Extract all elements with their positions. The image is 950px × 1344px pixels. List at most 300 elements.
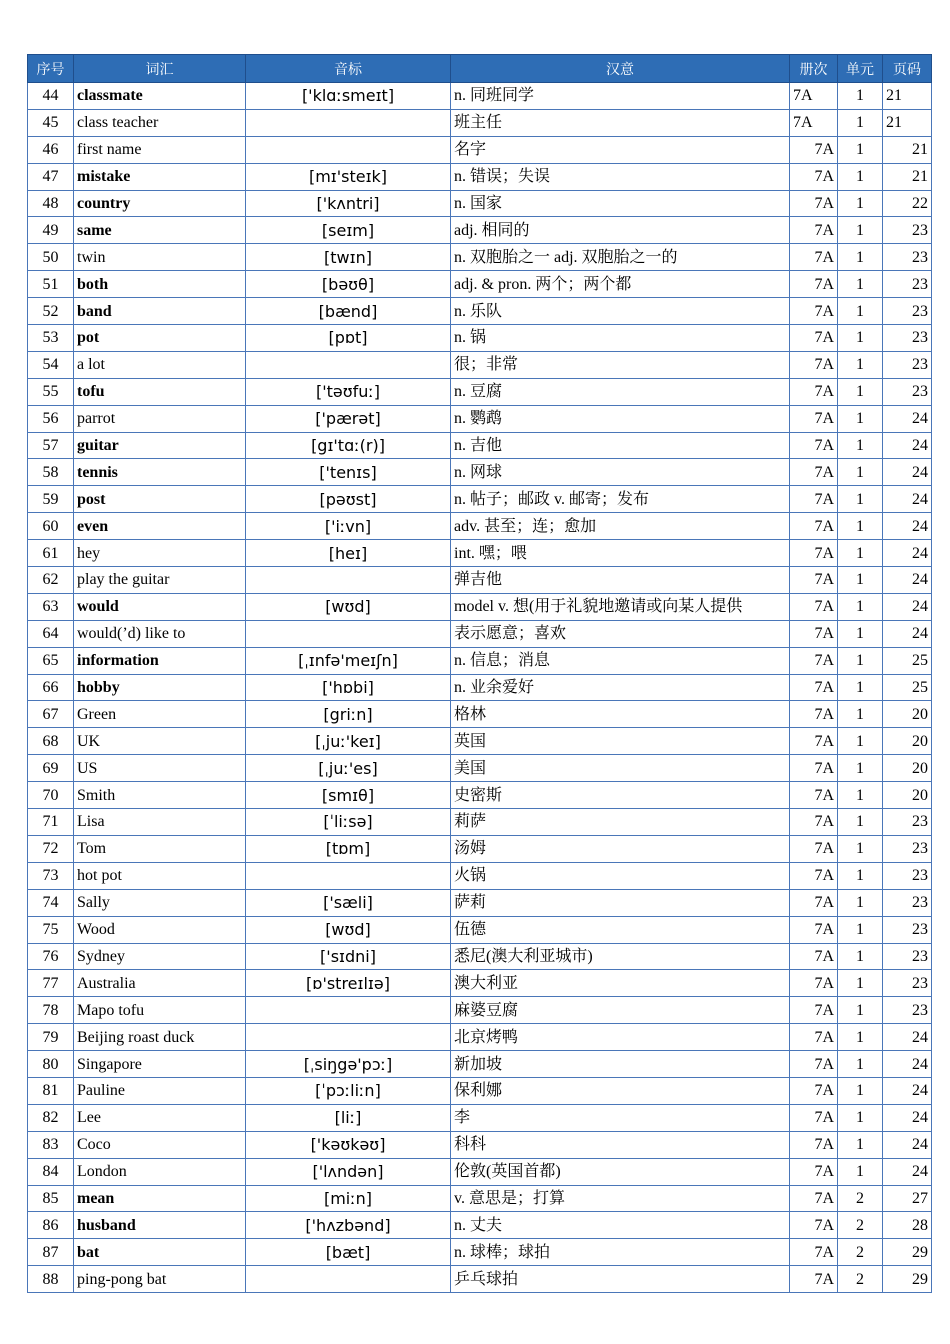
cell-book: 7A <box>790 593 838 620</box>
cell-book: 7A <box>790 1051 838 1078</box>
cell-book: 7A <box>790 83 838 110</box>
cell-meaning: int. 嘿；喂 <box>451 540 790 567</box>
cell-unit: 1 <box>838 862 883 889</box>
table-row <box>28 647 932 674</box>
cell-page: 23 <box>883 916 932 943</box>
cell-page: 24 <box>883 1104 932 1131</box>
cell-word: ping-pong bat <box>74 1266 246 1293</box>
table-row <box>28 1158 932 1185</box>
cell-book: 7A <box>790 674 838 701</box>
cell-book: 7A <box>790 244 838 271</box>
cell-unit: 1 <box>838 83 883 110</box>
cell-phonetic: [wʊd] <box>246 916 451 943</box>
table-row <box>28 163 932 190</box>
cell-meaning: n. 乐队 <box>451 298 790 325</box>
cell-index: 87 <box>28 1239 74 1266</box>
cell-book: 7A <box>790 1104 838 1131</box>
cell-index: 74 <box>28 889 74 916</box>
table-row <box>28 728 932 755</box>
cell-phonetic: [bəʊθ] <box>246 271 451 298</box>
cell-index: 82 <box>28 1104 74 1131</box>
cell-page: 23 <box>883 970 932 997</box>
cell-unit: 1 <box>838 351 883 378</box>
cell-index: 57 <box>28 432 74 459</box>
cell-page: 24 <box>883 1077 932 1104</box>
cell-index: 71 <box>28 809 74 836</box>
cell-index: 49 <box>28 217 74 244</box>
table-row <box>28 432 932 459</box>
header-index: 序号 <box>28 55 74 83</box>
cell-meaning: 科科 <box>451 1131 790 1158</box>
cell-word: Beijing roast duck <box>74 1024 246 1051</box>
cell-index: 50 <box>28 244 74 271</box>
header-book: 册次 <box>790 55 838 83</box>
cell-index: 63 <box>28 593 74 620</box>
header-word: 词汇 <box>74 55 246 83</box>
cell-word: Wood <box>74 916 246 943</box>
cell-page: 24 <box>883 540 932 567</box>
table-row <box>28 298 932 325</box>
cell-unit: 1 <box>838 1051 883 1078</box>
cell-phonetic <box>246 567 451 594</box>
cell-unit: 1 <box>838 701 883 728</box>
cell-page: 21 <box>883 136 932 163</box>
table-row <box>28 136 932 163</box>
cell-page: 23 <box>883 862 932 889</box>
table-row <box>28 916 932 943</box>
cell-index: 88 <box>28 1266 74 1293</box>
cell-meaning: 新加坡 <box>451 1051 790 1078</box>
cell-phonetic: [wʊd] <box>246 593 451 620</box>
cell-index: 58 <box>28 459 74 486</box>
cell-phonetic: ['iːvn] <box>246 513 451 540</box>
table-row <box>28 620 932 647</box>
cell-phonetic: [seɪm] <box>246 217 451 244</box>
cell-word: mistake <box>74 163 246 190</box>
cell-page: 21 <box>883 109 932 136</box>
cell-meaning: v. 意思是；打算 <box>451 1185 790 1212</box>
cell-phonetic <box>246 997 451 1024</box>
cell-word: Singapore <box>74 1051 246 1078</box>
cell-phonetic: ['klɑːsmeɪt] <box>246 83 451 110</box>
cell-meaning: n. 双胞胎之一 adj. 双胞胎之一的 <box>451 244 790 271</box>
cell-page: 24 <box>883 1051 932 1078</box>
table-body <box>28 83 932 1293</box>
cell-book: 7A <box>790 513 838 540</box>
cell-page: 21 <box>883 163 932 190</box>
cell-word: Mapo tofu <box>74 997 246 1024</box>
table-row <box>28 513 932 540</box>
cell-index: 47 <box>28 163 74 190</box>
cell-word: US <box>74 755 246 782</box>
cell-unit: 1 <box>838 835 883 862</box>
cell-unit: 1 <box>838 782 883 809</box>
cell-unit: 1 <box>838 889 883 916</box>
cell-phonetic <box>246 620 451 647</box>
cell-index: 77 <box>28 970 74 997</box>
cell-meaning: adj. & pron. 两个；两个都 <box>451 271 790 298</box>
vocabulary-table <box>27 54 932 1293</box>
cell-book: 7A <box>790 405 838 432</box>
cell-page: 24 <box>883 620 932 647</box>
cell-word: mean <box>74 1185 246 1212</box>
table-row <box>28 1104 932 1131</box>
table-row <box>28 1185 932 1212</box>
cell-meaning: n. 鹦鹉 <box>451 405 790 432</box>
cell-book: 7A <box>790 540 838 567</box>
cell-book: 7A <box>790 997 838 1024</box>
cell-meaning: 北京烤鸭 <box>451 1024 790 1051</box>
cell-index: 52 <box>28 298 74 325</box>
cell-phonetic: [ˈliːsə] <box>246 809 451 836</box>
cell-index: 68 <box>28 728 74 755</box>
cell-unit: 1 <box>838 1077 883 1104</box>
cell-book: 7A <box>790 809 838 836</box>
table-row <box>28 755 932 782</box>
cell-phonetic: ['lʌndən] <box>246 1158 451 1185</box>
cell-phonetic: [twɪn] <box>246 244 451 271</box>
header-meaning: 汉意 <box>451 55 790 83</box>
cell-unit: 1 <box>838 1024 883 1051</box>
cell-meaning: 澳大利亚 <box>451 970 790 997</box>
cell-word: Pauline <box>74 1077 246 1104</box>
cell-page: 23 <box>883 298 932 325</box>
cell-unit: 1 <box>838 217 883 244</box>
cell-page: 20 <box>883 755 932 782</box>
cell-unit: 1 <box>838 432 883 459</box>
cell-book: 7A <box>790 378 838 405</box>
cell-phonetic: [ˌsiŋgə'pɔː] <box>246 1051 451 1078</box>
cell-unit: 1 <box>838 405 883 432</box>
cell-phonetic: [tɒm] <box>246 835 451 862</box>
cell-meaning: n. 球棒；球拍 <box>451 1239 790 1266</box>
cell-index: 51 <box>28 271 74 298</box>
cell-unit: 1 <box>838 109 883 136</box>
cell-book: 7A <box>790 486 838 513</box>
cell-word: same <box>74 217 246 244</box>
cell-page: 20 <box>883 701 932 728</box>
cell-phonetic: [ˌjuː'es] <box>246 755 451 782</box>
cell-meaning: n. 锅 <box>451 325 790 352</box>
cell-unit: 1 <box>838 378 883 405</box>
cell-phonetic: ['kʌntri] <box>246 190 451 217</box>
cell-page: 20 <box>883 782 932 809</box>
cell-word: play the guitar <box>74 567 246 594</box>
table-row <box>28 1266 932 1293</box>
cell-phonetic: ['sɪdni] <box>246 943 451 970</box>
cell-unit: 1 <box>838 916 883 943</box>
header-phonetic: 音标 <box>246 55 451 83</box>
cell-phonetic: [ˌjuː'keɪ] <box>246 728 451 755</box>
cell-meaning: 乒乓球拍 <box>451 1266 790 1293</box>
cell-phonetic: [ɒ'streɪlɪə] <box>246 970 451 997</box>
cell-index: 79 <box>28 1024 74 1051</box>
table-row <box>28 943 932 970</box>
cell-phonetic <box>246 1024 451 1051</box>
cell-unit: 1 <box>838 1104 883 1131</box>
table-row <box>28 325 932 352</box>
cell-book: 7A <box>790 728 838 755</box>
cell-page: 23 <box>883 809 932 836</box>
cell-phonetic: ['hʌzbənd] <box>246 1212 451 1239</box>
cell-index: 81 <box>28 1077 74 1104</box>
cell-word: first name <box>74 136 246 163</box>
cell-index: 45 <box>28 109 74 136</box>
cell-word: twin <box>74 244 246 271</box>
table-row <box>28 217 932 244</box>
table-row <box>28 1077 932 1104</box>
cell-word: tofu <box>74 378 246 405</box>
table-row <box>28 970 932 997</box>
cell-meaning: 保利娜 <box>451 1077 790 1104</box>
cell-book: 7A <box>790 620 838 647</box>
cell-word: pot <box>74 325 246 352</box>
cell-book: 7A <box>790 943 838 970</box>
table-row <box>28 809 932 836</box>
cell-page: 24 <box>883 486 932 513</box>
cell-unit: 1 <box>838 943 883 970</box>
table-row <box>28 459 932 486</box>
cell-word: Sally <box>74 889 246 916</box>
cell-phonetic: [ˌɪnfə'meɪʃn] <box>246 647 451 674</box>
cell-word: tennis <box>74 459 246 486</box>
cell-meaning: 班主任 <box>451 109 790 136</box>
cell-meaning: 伍德 <box>451 916 790 943</box>
cell-word: hey <box>74 540 246 567</box>
cell-page: 27 <box>883 1185 932 1212</box>
cell-unit: 1 <box>838 970 883 997</box>
cell-word: Sydney <box>74 943 246 970</box>
cell-meaning: 史密斯 <box>451 782 790 809</box>
cell-unit: 1 <box>838 271 883 298</box>
header-row <box>28 55 932 83</box>
cell-book: 7A <box>790 271 838 298</box>
cell-index: 44 <box>28 83 74 110</box>
cell-index: 69 <box>28 755 74 782</box>
table-row <box>28 83 932 110</box>
cell-phonetic: [bænd] <box>246 298 451 325</box>
table-row <box>28 351 932 378</box>
cell-unit: 1 <box>838 244 883 271</box>
cell-book: 7A <box>790 755 838 782</box>
table-row <box>28 1024 932 1051</box>
cell-meaning: n. 信息；消息 <box>451 647 790 674</box>
cell-word: husband <box>74 1212 246 1239</box>
cell-index: 62 <box>28 567 74 594</box>
cell-word: hobby <box>74 674 246 701</box>
cell-page: 25 <box>883 674 932 701</box>
cell-unit: 2 <box>838 1212 883 1239</box>
table-row <box>28 1239 932 1266</box>
cell-book: 7A <box>790 190 838 217</box>
cell-book: 7A <box>790 298 838 325</box>
cell-index: 83 <box>28 1131 74 1158</box>
cell-index: 53 <box>28 325 74 352</box>
cell-page: 24 <box>883 593 932 620</box>
cell-index: 64 <box>28 620 74 647</box>
cell-index: 60 <box>28 513 74 540</box>
cell-book: 7A <box>790 1024 838 1051</box>
cell-phonetic: [mɪ'steɪk] <box>246 163 451 190</box>
cell-unit: 1 <box>838 755 883 782</box>
table-row <box>28 701 932 728</box>
cell-word: Australia <box>74 970 246 997</box>
cell-phonetic: [griːn] <box>246 701 451 728</box>
cell-meaning: 弹吉他 <box>451 567 790 594</box>
cell-page: 21 <box>883 83 932 110</box>
cell-meaning: 麻婆豆腐 <box>451 997 790 1024</box>
cell-unit: 1 <box>838 486 883 513</box>
cell-book: 7A <box>790 970 838 997</box>
table-row <box>28 835 932 862</box>
cell-book: 7A <box>790 1185 838 1212</box>
cell-meaning: n. 错误；失误 <box>451 163 790 190</box>
cell-meaning: 美国 <box>451 755 790 782</box>
cell-page: 24 <box>883 432 932 459</box>
cell-phonetic <box>246 109 451 136</box>
cell-book: 7A <box>790 136 838 163</box>
cell-page: 28 <box>883 1212 932 1239</box>
cell-word: country <box>74 190 246 217</box>
cell-page: 23 <box>883 244 932 271</box>
cell-phonetic: ['təʊfuː] <box>246 378 451 405</box>
cell-phonetic: ['kəʊkəʊ] <box>246 1131 451 1158</box>
table-row <box>28 378 932 405</box>
table-row <box>28 567 932 594</box>
cell-book: 7A <box>790 1131 838 1158</box>
cell-index: 78 <box>28 997 74 1024</box>
cell-book: 7A <box>790 782 838 809</box>
cell-phonetic: ['tenɪs] <box>246 459 451 486</box>
cell-phonetic: [smɪθ] <box>246 782 451 809</box>
cell-unit: 1 <box>838 728 883 755</box>
cell-unit: 2 <box>838 1266 883 1293</box>
cell-index: 48 <box>28 190 74 217</box>
cell-phonetic: [miːn] <box>246 1185 451 1212</box>
cell-book: 7A <box>790 916 838 943</box>
cell-word: London <box>74 1158 246 1185</box>
table-row <box>28 1212 932 1239</box>
cell-word: Smith <box>74 782 246 809</box>
cell-page: 29 <box>883 1239 932 1266</box>
cell-index: 59 <box>28 486 74 513</box>
table-row <box>28 271 932 298</box>
cell-word: information <box>74 647 246 674</box>
cell-index: 72 <box>28 835 74 862</box>
cell-book: 7A <box>790 459 838 486</box>
cell-phonetic <box>246 862 451 889</box>
cell-unit: 2 <box>838 1185 883 1212</box>
cell-meaning: adv. 甚至；连；愈加 <box>451 513 790 540</box>
header-unit: 单元 <box>838 55 883 83</box>
cell-unit: 1 <box>838 513 883 540</box>
cell-meaning: 李 <box>451 1104 790 1131</box>
cell-page: 20 <box>883 728 932 755</box>
table-row <box>28 190 932 217</box>
cell-index: 75 <box>28 916 74 943</box>
cell-book: 7A <box>790 889 838 916</box>
cell-word: would <box>74 593 246 620</box>
cell-meaning: 萨莉 <box>451 889 790 916</box>
cell-meaning: 表示愿意；喜欢 <box>451 620 790 647</box>
cell-unit: 2 <box>838 1239 883 1266</box>
cell-phonetic: ['hɒbi] <box>246 674 451 701</box>
cell-meaning: adj. 相同的 <box>451 217 790 244</box>
cell-index: 46 <box>28 136 74 163</box>
cell-page: 29 <box>883 1266 932 1293</box>
cell-page: 22 <box>883 190 932 217</box>
cell-unit: 1 <box>838 674 883 701</box>
cell-page: 23 <box>883 835 932 862</box>
table-row <box>28 1131 932 1158</box>
cell-word: guitar <box>74 432 246 459</box>
cell-unit: 1 <box>838 1158 883 1185</box>
cell-word: a lot <box>74 351 246 378</box>
cell-word: Lee <box>74 1104 246 1131</box>
header-page: 页码 <box>883 55 932 83</box>
cell-book: 7A <box>790 835 838 862</box>
cell-book: 7A <box>790 109 838 136</box>
cell-word: Coco <box>74 1131 246 1158</box>
cell-phonetic: ['pærət] <box>246 405 451 432</box>
cell-word: post <box>74 486 246 513</box>
cell-phonetic: [ˈpɔːliːn] <box>246 1077 451 1104</box>
cell-unit: 1 <box>838 163 883 190</box>
table-row <box>28 486 932 513</box>
cell-phonetic: ['sæli] <box>246 889 451 916</box>
cell-phonetic <box>246 351 451 378</box>
cell-book: 7A <box>790 432 838 459</box>
cell-unit: 1 <box>838 459 883 486</box>
cell-index: 55 <box>28 378 74 405</box>
cell-unit: 1 <box>838 997 883 1024</box>
cell-index: 70 <box>28 782 74 809</box>
cell-index: 66 <box>28 674 74 701</box>
table-row <box>28 1051 932 1078</box>
cell-book: 7A <box>790 862 838 889</box>
cell-word: hot pot <box>74 862 246 889</box>
cell-word: bat <box>74 1239 246 1266</box>
cell-unit: 1 <box>838 190 883 217</box>
cell-phonetic: [pɒt] <box>246 325 451 352</box>
cell-page: 23 <box>883 271 932 298</box>
cell-page: 24 <box>883 1131 932 1158</box>
cell-book: 7A <box>790 647 838 674</box>
cell-phonetic: [bæt] <box>246 1239 451 1266</box>
cell-phonetic <box>246 136 451 163</box>
table-row <box>28 997 932 1024</box>
cell-index: 84 <box>28 1158 74 1185</box>
cell-unit: 1 <box>838 325 883 352</box>
cell-page: 25 <box>883 647 932 674</box>
cell-meaning: n. 同班同学 <box>451 83 790 110</box>
cell-book: 7A <box>790 1266 838 1293</box>
cell-page: 23 <box>883 217 932 244</box>
cell-unit: 1 <box>838 1131 883 1158</box>
cell-book: 7A <box>790 217 838 244</box>
cell-book: 7A <box>790 701 838 728</box>
cell-page: 24 <box>883 405 932 432</box>
table-row <box>28 889 932 916</box>
cell-meaning: n. 丈夫 <box>451 1212 790 1239</box>
cell-meaning: 悉尼(澳大利亚城市) <box>451 943 790 970</box>
cell-book: 7A <box>790 163 838 190</box>
cell-page: 23 <box>883 889 932 916</box>
cell-word: Lisa <box>74 809 246 836</box>
cell-word: Green <box>74 701 246 728</box>
cell-unit: 1 <box>838 593 883 620</box>
cell-index: 73 <box>28 862 74 889</box>
